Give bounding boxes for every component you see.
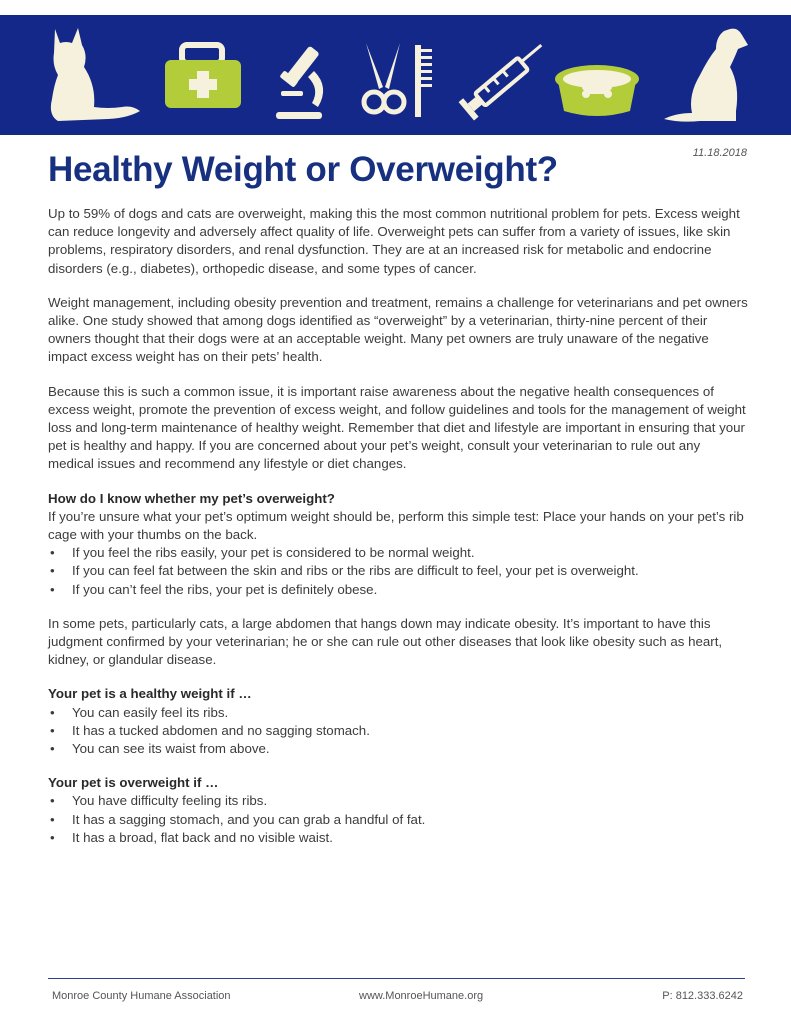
banner-icons xyxy=(0,15,791,135)
list-item: • You can see its waist from above. xyxy=(48,740,748,758)
list-item: • If you feel the ribs easily, your pet is considered to be normal weight. xyxy=(48,544,748,562)
intro-paragraph: Because this is such a common issue, it is important raise awareness about the negative health consequences of excess weight, promote the prevention of excess weight, and follow guidelines and tools for the management of weight loss and long-term maintenance of healthy weight. Remember that diet and lifestyle are important in ensuring that your pet is healthy and happy. If you are concerned about your pet’s weight, consult your veterinarian to rule out any medical issues and recommend any lifestyle or diet changes. xyxy=(48,383,746,472)
header-banner xyxy=(0,15,791,135)
first-aid-kit-icon xyxy=(165,45,241,108)
list-item: • You have difficulty feeling its ribs. xyxy=(48,792,748,810)
list-item: • If you can’t feel the ribs, your pet is definitely obese. xyxy=(48,581,748,599)
syringe-icon xyxy=(459,38,551,121)
section-heading-know: How do I know whether my pet’s overweight? xyxy=(48,490,335,506)
microscope-icon xyxy=(276,46,323,119)
bullet-list xyxy=(48,704,748,759)
footer-phone: P: 812.333.6242 xyxy=(662,990,743,1002)
pet-bowl-icon xyxy=(555,65,639,116)
section-heading-overweight: Your pet is overweight if … xyxy=(48,775,219,791)
intro-paragraph: Up to 59% of dogs and cats are overweight, making this the most common nutritional problem for pets. Excess weight can reduce longevity and adversely affect quality of life. Overweight pets can suffer from a variety of issues, like skin problems, respiratory disorders, and renal dysfunction. They are at an increased risk for metabolic and endocrine disorders (e.g., diabetes), orthopedic disease, and some types of cancer. xyxy=(48,206,740,276)
footer-divider xyxy=(48,978,745,979)
dog-icon xyxy=(664,29,748,122)
document-date: 11.18.2018 xyxy=(692,147,747,159)
section-text: If you’re unsure what your pet’s optimum weight should be, perform this simple test: Place your hands on your pet’s rib cage with your thumbs on the back. xyxy=(48,508,744,543)
list-item: • If you can feel fat between the skin and ribs or the ribs are difficult to feel, your pet is overweight. xyxy=(48,562,748,580)
intro-paragraph: Weight management, including obesity prevention and treatment, remains a challenge for veterinarians and pet owners alike. One study showed that among dogs identified as “overweight” by a veterinarian, thirty-nine percent of their owners thought that their dogs were at an acceptable weight. Many pet owners are truly unaware of the negative impact excess weight has on their pets’ health. xyxy=(48,294,748,365)
page-title: Healthy Weight or Overweight? xyxy=(48,150,558,189)
cat-icon xyxy=(51,28,140,121)
section-text: In some pets, particularly cats, a large abdomen that hangs down may indicate obesity. It’s important to have this judgment confirmed by your veterinarian; he or she can rule out other diseases that look like obesity such as heart, kidney, or glandular disease. xyxy=(48,615,723,668)
section-heading-healthy: Your pet is a healthy weight if … xyxy=(48,686,252,702)
scissors-comb-icon xyxy=(364,43,432,117)
bullet-list xyxy=(48,544,748,599)
list-item: • It has a broad, flat back and no visible waist. xyxy=(48,829,748,847)
footer-website[interactable]: www.MonroeHumane.org xyxy=(359,990,484,1002)
footer-organization: Monroe County Humane Association xyxy=(52,990,231,1002)
list-item: • It has a tucked abdomen and no sagging stomach. xyxy=(48,722,748,740)
bullet-list xyxy=(48,792,748,847)
list-item: • You can easily feel its ribs. xyxy=(48,704,748,722)
document-body xyxy=(48,205,748,863)
list-item: • It has a sagging stomach, and you can grab a handful of fat. xyxy=(48,811,748,829)
